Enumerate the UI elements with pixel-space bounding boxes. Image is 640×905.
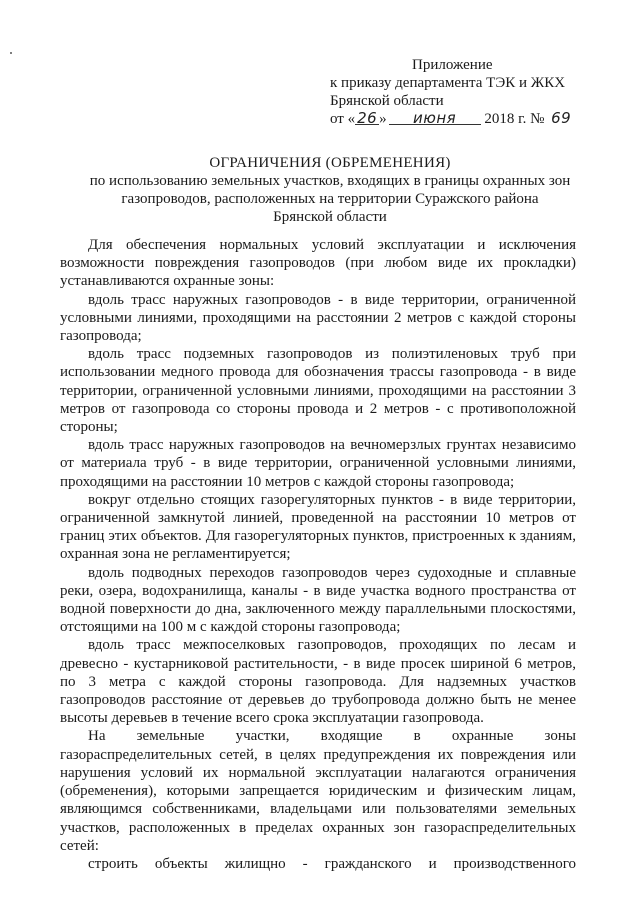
- appendix-region: Брянской области: [330, 93, 444, 109]
- title-line-4: Брянской области: [273, 209, 387, 225]
- appendix-date-line: от « 26 » июня 2018 г. № 69: [330, 110, 620, 128]
- paragraph-intro: Для обеспечения нормальных условий эксплуатации и исключения возможности повреждения газопроводов (при любом виде их прокладки) устанавливаются охранные зоны:: [60, 237, 576, 290]
- scan-speck: [10, 52, 12, 54]
- date-prefix: от «: [330, 111, 356, 127]
- handwritten-day: 26: [357, 109, 378, 127]
- paragraph-permafrost-pipelines: вдоль трасс наружных газопроводов на вечномерзлых грунтах независимо от материала труб - в виде территории, ограниченной условными линиями, проходящими на расстоянии 10 метров с каждой стороны газопровода;: [60, 437, 576, 490]
- paragraph-gas-regulator-points: вокруг отдельно стоящих газорегуляторных пунктов - в виде территории, ограниченной замкнутой линией, проведенной на расстоянии 10 метров от границ этих объектов. Для газорегуляторных пунктов, пристроенных к зданиям, охранная зона не регламентируется;: [60, 491, 576, 563]
- title-heading: ОГРАНИЧЕНИЯ (ОБРЕМЕНЕНИЯ): [209, 155, 451, 171]
- paragraph-construction-ban: строить объекты жилищно - гражданского и производственного: [88, 855, 576, 872]
- handwritten-number: 69: [551, 109, 572, 127]
- document-body: [60, 236, 576, 873]
- paragraph-outdoor-pipelines: вдоль трасс наружных газопроводов - в виде территории, ограниченной условными линиями, проходящими на расстоянии 2 метров с каждой стороны газопровода;: [60, 291, 576, 345]
- paragraph-forest-pipelines: вдоль трасс межпоселковых газопроводов, проходящих по лесам и древесно - кустарниковой растительности, - в виде просек шириной 6 метров, по 3 метра с каждой стороны газопровода. Для надземных участков газопроводов расстояние от деревьев до трубопровода должно быть не менее высоты деревьев в течение всего срока эксплуатации газопровода.: [60, 637, 576, 727]
- paragraph-polyethylene-pipelines: вдоль трасс подземных газопроводов из полиэтиленовых труб при использовании медного провода для обозначения трассы газопровода - в виде территории, ограниченной условными линиями, проходящими на расстоянии 3 метров от газопровода со стороны провода и 2 метров - с противоположной стороны;: [60, 346, 576, 436]
- document-title: [30, 154, 630, 226]
- appendix-label: Приложение: [412, 57, 493, 73]
- handwritten-month: июня: [389, 110, 481, 125]
- appendix-order: к приказу департамента ТЭК и ЖКХ: [330, 75, 566, 91]
- appendix-block: [330, 56, 620, 128]
- title-line-2: по использованию земельных участков, входящих в границы охранных зон: [89, 173, 571, 189]
- date-year: 2018 г. №: [484, 111, 545, 127]
- paragraph-restrictions: газораспределительных сетей, в целях предупреждения их повреждения или нарушения условий их нормальной эксплуатации налагаются ограничения (обременения), которыми запрещается юридическим и физическим лицам, являющимся собственниками, владельцами или пользователями земельных участков, расположенных в пределах охранных зон газораспределительных сетей:: [60, 746, 576, 854]
- paragraph-restrictions-first-line: На земельные участки, входящие в охранные зоны: [88, 728, 576, 745]
- title-line-3: газопроводов, расположенных на территории Суражского района: [121, 191, 539, 207]
- paragraph-underwater-crossings: вдоль подводных переходов газопроводов через судоходные и сплавные реки, озера, водохранилища, каналы - в виде участка водного пространства от водной поверхности до дна, заключенного между параллельными плоскостями, отстоящими на 100 м с каждой стороны газопровода;: [60, 564, 576, 636]
